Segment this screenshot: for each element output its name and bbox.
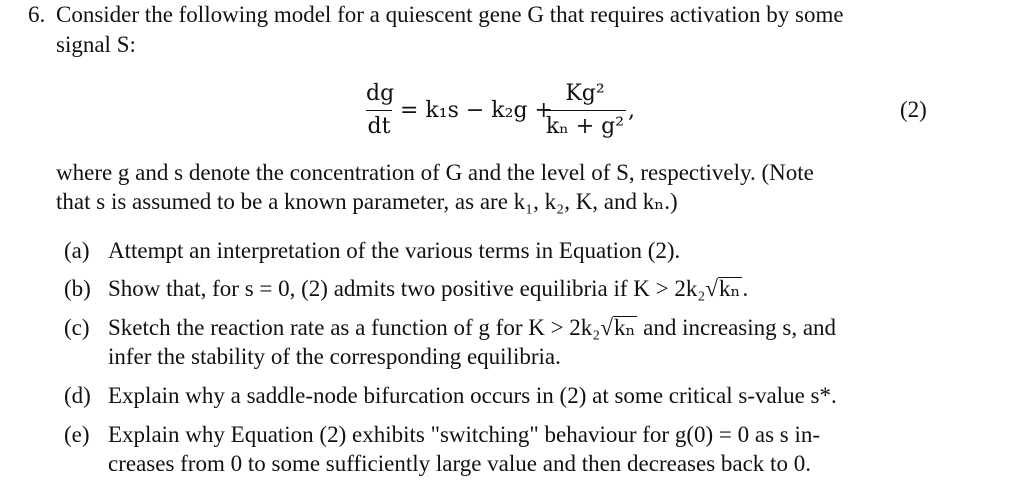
item-text <box>108 313 836 371</box>
item-text <box>108 274 748 303</box>
item-text-before: Show that, for s = 0, (2) admits two positive equilibria if K > 2k₂ <box>108 276 706 301</box>
item-text <box>108 420 820 478</box>
item-text: Attempt an interpretation of the various terms in Equation (2). <box>108 238 681 263</box>
item-text: Explain why a saddle-node bifurcation occurs in (2) at some critical s-value s*. <box>108 383 837 408</box>
lhs-fraction-bar <box>366 110 392 111</box>
intro-line-2: signal S: <box>56 32 136 57</box>
item-label: (a) <box>64 238 90 263</box>
lhs-fraction <box>366 80 395 141</box>
equation-middle: = k₁s − k₂g + <box>400 98 553 123</box>
item-text-line-2: creases from 0 to some sufficiently large value and then decreases back to 0. <box>108 451 811 476</box>
item-text-before: Sketch the reaction rate as a function of g for K > 2k₂ <box>108 315 601 340</box>
item-label: (c) <box>64 315 90 340</box>
rhs-denominator: kₙ + g² <box>545 114 625 139</box>
equation-end: , <box>628 98 635 123</box>
sqrt-symbol: √ <box>705 276 719 301</box>
equation-2 <box>366 80 926 144</box>
sqrt-radicand: kₙ <box>613 315 636 340</box>
item-label: (b) <box>64 276 91 301</box>
item-text-line-1: Explain why Equation (2) exhibits "switching" behaviour for g(0) = 0 as s in- <box>108 422 821 447</box>
item-label: (d) <box>64 383 91 408</box>
sqrt-radicand: kₙ <box>719 276 741 301</box>
equation-number: (2) <box>900 97 927 122</box>
post-line-2: that s is assumed to be a known parameter, as are k₁, k₂, K, and kₙ.) <box>56 189 678 214</box>
rhs-fraction-bar <box>544 110 626 111</box>
lhs-denominator: dt <box>367 114 391 139</box>
rhs-numerator: Kg² <box>565 81 605 106</box>
item-text-after: . <box>742 276 749 301</box>
problem-number: 6. <box>28 2 46 27</box>
lhs-numerator: dg <box>366 81 395 106</box>
item-label: (e) <box>64 422 90 447</box>
rhs-fraction <box>544 80 626 141</box>
item-text-line-2: infer the stability of the corresponding equilibria. <box>108 344 561 369</box>
intro-line-1: Consider the following model for a quiescent gene G that requires activation by some <box>56 2 844 27</box>
sqrt-symbol: √ <box>600 315 613 340</box>
item-text-after: and increasing s, and <box>637 315 837 340</box>
post-line-1: where g and s denote the concentration of G and the level of S, respectively. (Note <box>56 160 814 185</box>
